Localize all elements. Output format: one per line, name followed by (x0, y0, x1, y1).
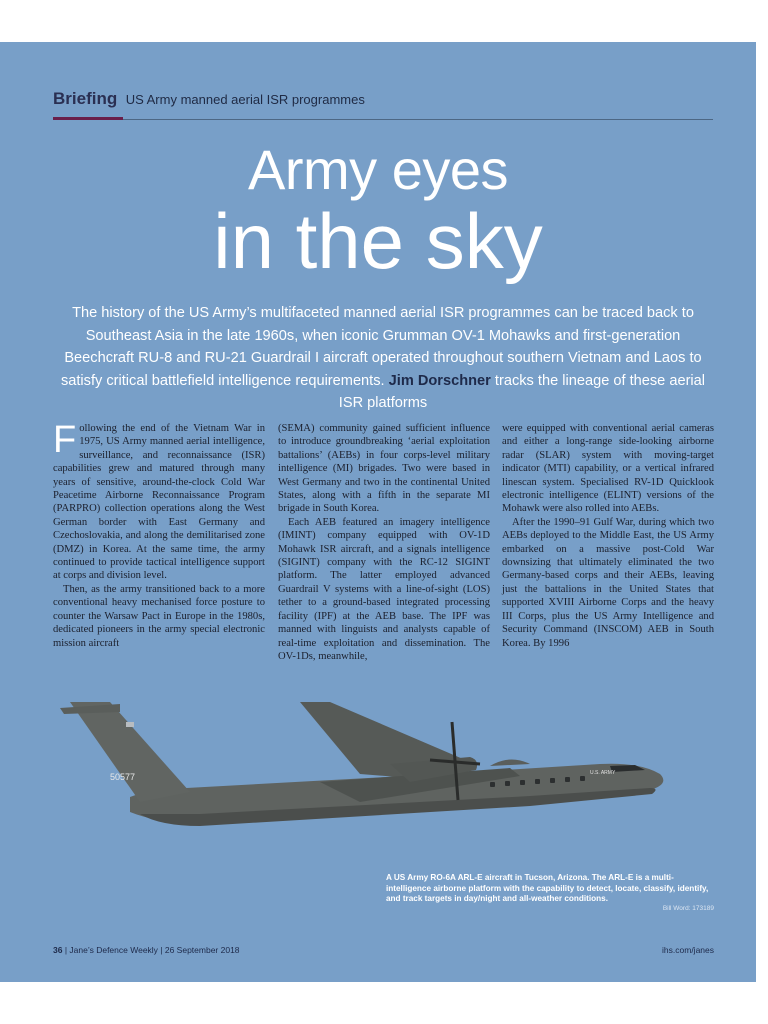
aircraft-tail-fin (70, 702, 190, 802)
section-label: Briefing (53, 89, 118, 108)
paragraph: (SEMA) community gained sufficient influence to introduce groundbreaking ‘aerial exploitation battalions’ (AEBs) in four corps-level military intelligence (MI) brigades. Two were based in West Germany and two in the continental United States, along with a fifth in the separate MI brigade in South Korea. (278, 423, 490, 515)
photo-credit: Bill Word: 173189 (662, 905, 714, 912)
publication-info: Jane’s Defence Weekly | 26 September 2018 (69, 945, 240, 955)
magazine-page (0, 42, 756, 982)
section-subtitle: US Army manned aerial ISR programmes (125, 92, 365, 107)
page-footer (53, 945, 240, 955)
section-rule (123, 119, 713, 120)
tail-number: 50577 (110, 772, 136, 782)
body-column-1 (53, 419, 265, 650)
paragraph (53, 419, 265, 583)
nose-marking: U.S. ARMY (590, 770, 616, 776)
headline-line-2: in the sky (213, 197, 543, 285)
author-name: Jim Dorschner (388, 372, 491, 389)
paragraph: After the 1990–91 Gulf War, during which two AEBs deployed to the Middle East, the US Army embarked on a massive post-Cold War downsizing that ultimately eliminated the two Germany-based corps and their AEBs, leaving just the battalions in the United States that supported XVIII Airborne Corps and the heavy III Corps, plus the US Army Intelligence and Security Command (INSCOM) AEB in South Korea. By 1996 (502, 516, 714, 649)
standfirst-tail: tracks the lineage of these aerial ISR platforms (338, 372, 706, 411)
website-link[interactable]: ihs.com/janes (662, 945, 714, 955)
aircraft-photo (60, 702, 680, 852)
page-number: 36 (53, 945, 63, 955)
paragraph-text: ollowing the end of the Vietnam War in 1975, US Army manned aerial intelligence, surveillance, and reconnaissance (ISR) capabilities grew and matured through many years of sensitive, around-the-clock Cold War Peacetime Airborne Reconnaissance Program (PARPRO) collection operations along the West German border with East Germany and Czechoslovakia, and along the demilitarised zone (DMZ) in Korea. At the same time, the army continued to provide tactical intelligence support at corps and division level. (53, 423, 265, 582)
body-column-2 (278, 422, 490, 663)
headline-line-1: Army eyes (248, 138, 508, 201)
section-header (53, 89, 365, 109)
body-column-3 (502, 422, 714, 650)
paragraph: Each AEB featured an imagery intelligence (IMINT) company equipped with OV-1D Mohawk ISR aircraft, and a signals intelligence (SIGINT) company with the RC-12 SIGINT platform. The latter employed advanced Guardrail V systems with a line-of-sight (LOS) tether to a ground-based integrated processing facility (IPF) at the AEB base. The IPF was manned with linguists and analysts capable of real-time exploitation and dissemination. The OV-1Ds, meanwhile, (278, 516, 490, 662)
standfirst (50, 302, 716, 415)
section-accent-bar (53, 117, 123, 120)
standfirst-text: The history of the US Army’s multifaceted manned aerial ISR programmes can be traced back to Southeast Asia in the late 1960s, when iconic Grumman OV-1 Mohawks and first-generation Beechcraft RU-8 and RU-21 Guardrail I aircraft operated throughout southern Vietnam and Laos to satisfy critical battlefield intelligence requirements. (60, 305, 702, 389)
photo-caption: A US Army RO-6A ARL-E aircraft in Tucson, Arizona. The ARL-E is a multi-intelligence airborne platform with the capability to detect, locate, classify, identify, and track targets in day/night and all-weather conditions. (386, 873, 709, 903)
footer-separator: | (64, 945, 70, 955)
flag-icon (126, 722, 134, 727)
roof-fairing (490, 759, 530, 766)
paragraph: were equipped with conventional aerial cameras and either a long-range side-looking airborne radar (SLAR) system with moving-target indicator (MTI) capability, or a vertical infrared linescan system. Specialised RV-1D Quicklook electronic intelligence (ELINT) versions of the Mohawk were also rolled into AEBs. (502, 423, 714, 515)
paragraph: Then, as the army transitioned back to a more conventional heavy mechanised force posture to counter the Warsaw Pact in Europe in the 1980s, dedicated pioneers in the army special electronic mission aircraft (53, 583, 265, 649)
drop-cap: F (53, 419, 77, 461)
